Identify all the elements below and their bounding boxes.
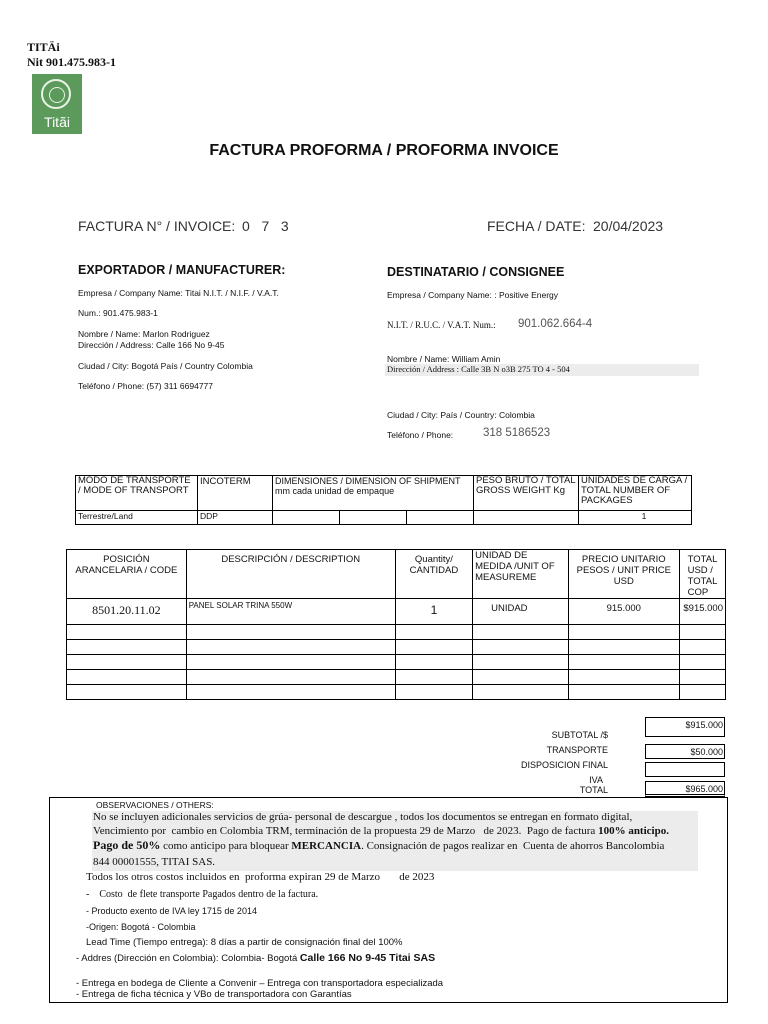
transport-table xyxy=(75,475,692,525)
consignee-phone: 318 5186523 xyxy=(483,427,551,439)
dimension-cell xyxy=(407,511,474,525)
obs-line-5: Todos los otros costos incluidos en proforma expiran 29 de Marzo de 2023 xyxy=(86,871,435,883)
disposition-label: DISPOSICION FINAL xyxy=(520,760,608,770)
dimension-cell xyxy=(340,511,407,525)
transport-row xyxy=(76,511,692,525)
items-table xyxy=(66,549,726,700)
consignee-name: Nombre / Name: William Amin xyxy=(387,354,501,364)
company-logo xyxy=(32,74,82,134)
items-header-row xyxy=(67,550,726,599)
exporter-address: Dirección / Address: Calle 166 No 9-45 xyxy=(78,340,225,350)
consignee-nit-label: N.I.T. / R.U.C. / V.A.T. Num.: xyxy=(387,320,496,330)
consignee-address: Dirección / Address : Calle 3B N o3B 275 TO 4 - 504 xyxy=(385,364,699,376)
obs-line-7: - Producto exento de IVA ley 1715 de 2014 xyxy=(86,906,257,916)
item-unit: UNIDAD xyxy=(473,599,569,625)
table-row xyxy=(67,670,726,685)
item-quantity: 1 xyxy=(395,599,472,625)
item-price: 915.000 xyxy=(568,599,679,625)
subtotal-label: SUBTOTAL /$ xyxy=(551,730,608,740)
packages-value: 1 xyxy=(579,511,692,525)
transport-header-row xyxy=(76,476,692,511)
subtotal-value: $915.000 xyxy=(645,717,725,737)
exporter-num: Num.: 901.475.983-1 xyxy=(78,308,158,318)
company-nit: Nit 901.475.983-1 xyxy=(27,55,116,69)
incoterm: DDP xyxy=(198,511,273,525)
description-header: DESCRIPCIÓN / DESCRIPTION xyxy=(186,550,395,599)
transport-label: TRANSPORTE xyxy=(546,745,608,755)
exporter-company: Empresa / Company Name: Titai N.I.T. / N.I.F. / V.A.T. xyxy=(78,288,279,298)
obs-line-9: Lead Time (Tiempo entrega): 8 días a partir de consignación final del 100% xyxy=(86,937,403,948)
table-row xyxy=(67,640,726,655)
total-value: $965.000 xyxy=(645,781,725,797)
obs-line-8: -Origen: Bogotá - Colombia xyxy=(86,922,196,932)
packages-header: UNIDADES DE CARGA / TOTAL NUMBER OF PACKAGES xyxy=(579,476,692,511)
observations-heading: OBSERVACIONES / OTHERS: xyxy=(96,800,214,810)
obs-line-2: Vencimiento por cambio en Colombia TRM, terminación de la propuesta 29 de Marzo de 2023. Pago de factura 100% anticipo. xyxy=(93,825,669,837)
obs-line-12: - Entrega de ficha técnica y VBo de transportadora con Garantías xyxy=(76,989,352,1000)
obs-line-4: 844 00001555, TITAI SAS. xyxy=(93,856,216,868)
item-code: 8501.20.11.02 xyxy=(67,599,187,625)
consignee-city: Ciudad / City: País / Country: Colombia xyxy=(387,410,535,420)
obs-line-1: No se incluyen adicionales servicios de grúa- personal de descargue , todos los documentos se entregan en formato digital, xyxy=(93,811,633,823)
table-row xyxy=(67,655,726,670)
weight-cell xyxy=(474,511,579,525)
company-name: TITÄi xyxy=(27,40,60,54)
invoice-number: 0 7 3 xyxy=(242,218,289,234)
consignee-phone-label: Teléfono / Phone: xyxy=(387,430,454,440)
table-row xyxy=(67,599,726,625)
seal-icon xyxy=(41,79,71,109)
item-total: $915.000 xyxy=(679,599,725,625)
exporter-phone: Teléfono / Phone: (57) 311 6694777 xyxy=(78,381,214,391)
consignee-company: Empresa / Company Name: : Positive Energy xyxy=(387,290,559,300)
total-header: TOTAL USD / TOTAL COP xyxy=(679,550,725,599)
incoterm-header: INCOTERM xyxy=(198,476,273,511)
exporter-heading: EXPORTADOR / MANUFACTURER: xyxy=(78,263,286,277)
obs-line-10: - Addres (Dirección en Colombia): Colombia- Bogotá Calle 166 No 9-45 Titai SAS xyxy=(76,952,436,964)
dimensions-header: DIMENSIONES / DIMENSION OF SHIPMENT mm cada unidad de empaque xyxy=(273,476,474,511)
transport-mode-header: MODO DE TRANSPORTE / MODE OF TRANSPORT xyxy=(76,476,198,511)
consignee-nit: 901.062.664-4 xyxy=(518,318,593,330)
logo-text: Titãi xyxy=(44,114,70,130)
transport-mode: Terrestre/Land xyxy=(76,511,198,525)
total-label: TOTAL xyxy=(579,785,608,795)
iva-label: IVA xyxy=(589,775,603,785)
quantity-header: Quantity/ CANTIDAD xyxy=(395,550,472,599)
consignee-heading: DESTINATARIO / CONSIGNEE xyxy=(387,265,565,279)
exporter-city: Ciudad / City: Bogotá País / Country Colombia xyxy=(78,361,253,371)
code-header: POSICIÓN ARANCELARIA / CODE xyxy=(67,550,187,599)
obs-line-11: - Entrega en bodega de Cliente a Convenir – Entrega con transportadora especializada xyxy=(76,978,444,989)
item-description: PANEL SOLAR TRINA 550W xyxy=(186,599,395,625)
obs-line-6: - Costo de flete transporte Pagados dentro de la factura. xyxy=(86,889,319,900)
price-header: PRECIO UNITARIO PESOS / UNIT PRICE USD xyxy=(568,550,679,599)
invoice-date: 20/04/2023 xyxy=(593,218,664,234)
transport-value: $50.000 xyxy=(645,744,725,759)
exporter-name: Nombre / Name: Marlon Rodriguez xyxy=(78,329,210,339)
weight-header: PESO BRUTO / TOTAL GROSS WEIGHT Kg xyxy=(474,476,579,511)
unit-header: UNIDAD DE MEDIDA /UNIT OF MEASUREME xyxy=(473,550,569,599)
table-row xyxy=(67,625,726,640)
invoice-label: FACTURA N° / INVOICE: xyxy=(78,218,236,234)
date-label: FECHA / DATE: xyxy=(487,218,586,234)
disposition-value xyxy=(645,762,725,777)
document-title: FACTURA PROFORMA / PROFORMA INVOICE xyxy=(209,142,559,159)
dimension-cell xyxy=(273,511,340,525)
table-row xyxy=(67,685,726,700)
obs-line-3: Pago de 50% como anticipo para bloquear MERCANCIA. Consignación de pagos realizar en Cuenta de ahorros Bancolombia xyxy=(93,838,665,852)
